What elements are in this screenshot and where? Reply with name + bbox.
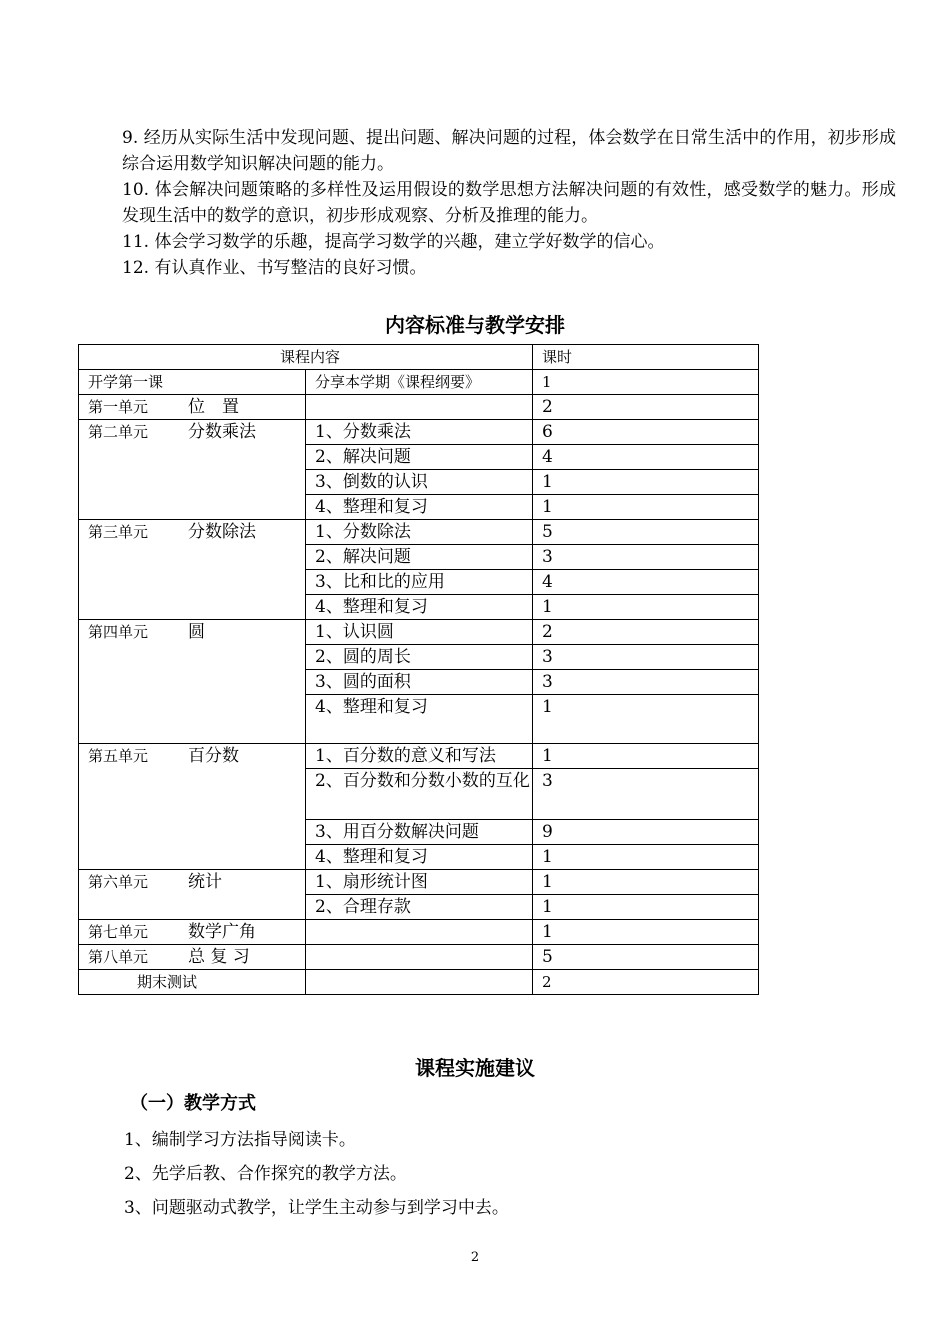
- topic-cell: [306, 395, 533, 420]
- unit-label: 第四单元: [88, 623, 149, 641]
- first-lesson-label: 开学第一课: [79, 370, 306, 395]
- hours-cell: 4: [533, 445, 759, 470]
- topic-cell: 1、认识圆: [306, 620, 533, 645]
- goal-9: [88, 125, 896, 177]
- table-row: [79, 370, 759, 395]
- topic-cell: 3、用百分数解决问题: [306, 820, 533, 845]
- unit-name: 百分数: [188, 746, 239, 766]
- unit-name: 位 置: [188, 397, 239, 417]
- unit-cell: [79, 395, 306, 420]
- unit-cell: [79, 920, 306, 945]
- hours-cell: 3: [533, 545, 759, 570]
- hours-cell: 1: [533, 495, 759, 520]
- hours-cell: 1: [533, 595, 759, 620]
- table-header-row: [79, 345, 759, 370]
- unit-label: 第一单元: [88, 398, 149, 416]
- topic-cell: 1、扇形统计图: [306, 870, 533, 895]
- table-title: 内容标准与教学安排: [385, 313, 565, 337]
- table-row: [79, 920, 759, 945]
- topic-cell: 2、解决问题: [306, 445, 533, 470]
- method-item: 3、问题驱动式教学，让学生主动参与到学习中去。: [124, 1198, 509, 1218]
- hours-cell: 3: [533, 670, 759, 695]
- unit-label: 第八单元: [88, 948, 149, 966]
- method-item: 1、编制学习方法指导阅读卡。: [124, 1130, 356, 1150]
- unit-label: 第七单元: [88, 923, 149, 941]
- schedule-table: [78, 344, 759, 995]
- table-row: [79, 420, 759, 445]
- table-row: [79, 620, 759, 645]
- topic-cell: 2、百分数和分数小数的互化: [306, 769, 533, 820]
- subsection-title: （一）教学方式: [130, 1093, 256, 1114]
- unit-name: 分数乘法: [188, 422, 256, 442]
- hours-cell: 6: [533, 420, 759, 445]
- hours-cell: 1: [533, 870, 759, 895]
- topic-cell: 3、比和比的应用: [306, 570, 533, 595]
- hours-cell: 1: [533, 845, 759, 870]
- goal-number: 11.: [122, 232, 150, 252]
- table-row: [79, 520, 759, 545]
- goal-12: [88, 255, 896, 281]
- topic-cell: 1、百分数的意义和写法: [306, 744, 533, 769]
- unit-name: 统计: [188, 872, 222, 892]
- unit-label: 第五单元: [88, 747, 149, 765]
- unit-cell: [79, 620, 306, 744]
- header-content: 课程内容: [79, 345, 533, 370]
- topic-cell: 1、分数乘法: [306, 420, 533, 445]
- goal-number: 10.: [122, 180, 150, 200]
- hours-cell: 3: [533, 769, 759, 820]
- topic-cell: 4、整理和复习: [306, 595, 533, 620]
- topic-cell: 4、整理和复习: [306, 845, 533, 870]
- goal-text: 体会解决问题策略的多样性及运用假设的数学思想方法解决问题的有效性，感受数学的魅力。形成发现生活中的数学的意识，初步形成观察、分析及推理的能力。: [122, 180, 897, 226]
- goal-text: 经历从实际生活中发现问题、提出问题、解决问题的过程，体会数学在日常生活中的作用，初步形成综合运用数学知识解决问题的能力。: [122, 128, 897, 174]
- goal-10: [88, 177, 896, 229]
- topic-cell: 4、整理和复习: [306, 695, 533, 744]
- table-row: [79, 945, 759, 970]
- hours-cell: 1: [533, 695, 759, 744]
- unit-cell: [79, 945, 306, 970]
- unit-name: 总 复 习: [188, 947, 250, 967]
- hours-cell: 4: [533, 570, 759, 595]
- goal-text: 有认真作业、书写整洁的良好习惯。: [154, 258, 427, 278]
- hours-cell: 9: [533, 820, 759, 845]
- unit-label: 第六单元: [88, 873, 149, 891]
- hours-cell: 1: [533, 470, 759, 495]
- topic-cell: [306, 920, 533, 945]
- hours-cell: 3: [533, 645, 759, 670]
- hours-cell: 1: [533, 895, 759, 920]
- goal-11: [88, 229, 896, 255]
- topic-cell: 1、分数除法: [306, 520, 533, 545]
- goal-text: 体会学习数学的乐趣，提高学习数学的兴趣，建立学好数学的信心。: [154, 232, 665, 252]
- goal-number: 9.: [122, 128, 139, 148]
- unit-name: 数学广角: [188, 922, 256, 942]
- header-hours: 课时: [533, 345, 759, 370]
- section-title: 课程实施建议: [415, 1056, 535, 1080]
- table-row: [79, 970, 759, 995]
- topic-cell: 2、解决问题: [306, 545, 533, 570]
- topic-cell: 3、倒数的认识: [306, 470, 533, 495]
- unit-cell: [79, 744, 306, 870]
- unit-cell: [79, 420, 306, 520]
- topic-cell: [306, 945, 533, 970]
- final-exam-hours: 2: [533, 970, 759, 995]
- hours-cell: 1: [533, 744, 759, 769]
- hours-cell: 2: [533, 395, 759, 420]
- unit-cell: [79, 870, 306, 920]
- topic-cell: 2、合理存款: [306, 895, 533, 920]
- topic-cell: 4、整理和复习: [306, 495, 533, 520]
- topic-cell: [306, 970, 533, 995]
- page-number: 2: [470, 1250, 480, 1265]
- final-exam-label: 期末测试: [79, 970, 306, 995]
- hours-cell: 2: [533, 620, 759, 645]
- hours-cell: 5: [533, 945, 759, 970]
- unit-name: 圆: [188, 622, 205, 642]
- first-lesson-hours: 1: [533, 370, 759, 395]
- goal-number: 12.: [122, 258, 150, 278]
- table-row: [79, 870, 759, 895]
- unit-label: 第二单元: [88, 423, 149, 441]
- unit-label: 第三单元: [88, 523, 149, 541]
- hours-cell: 1: [533, 920, 759, 945]
- hours-cell: 5: [533, 520, 759, 545]
- first-lesson-content: 分享本学期《课程纲要》: [306, 370, 533, 395]
- topic-cell: 2、圆的周长: [306, 645, 533, 670]
- method-item: 2、先学后教、合作探究的教学方法。: [124, 1164, 407, 1184]
- table-row: [79, 744, 759, 769]
- unit-name: 分数除法: [188, 522, 256, 542]
- topic-cell: 3、圆的面积: [306, 670, 533, 695]
- table-row: [79, 395, 759, 420]
- unit-cell: [79, 520, 306, 620]
